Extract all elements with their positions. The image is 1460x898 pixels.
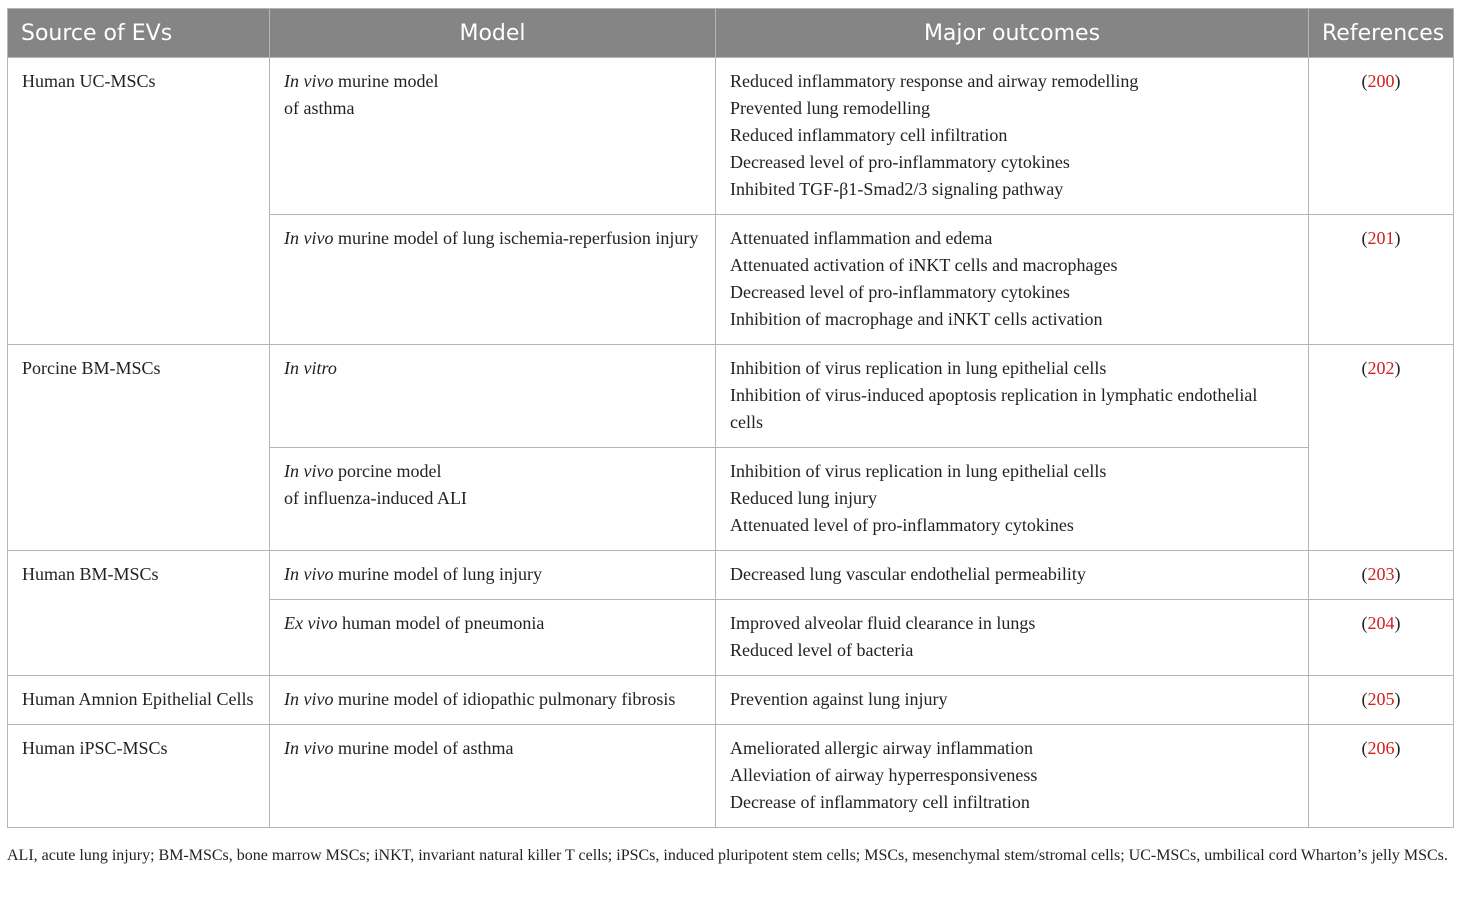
outcome-item: Decrease of inflammatory cell infiltration	[730, 792, 1030, 812]
paren: (	[1361, 689, 1368, 709]
header-row	[8, 9, 1454, 58]
cell-source	[8, 345, 270, 551]
model-italic: Ex vivo	[284, 613, 338, 633]
outcome-item: Inhibition of virus replication in lung epithelial cells	[730, 358, 1107, 378]
cell-reference	[1309, 600, 1454, 676]
model-text: human model of pneumonia	[337, 613, 545, 633]
outcome-item: Decreased level of pro-inflammatory cytokines	[730, 282, 1070, 302]
model-text: murine model of asthma	[333, 738, 514, 758]
cell-source	[8, 551, 270, 676]
outcome-item: Reduced inflammatory response and airway remodelling	[730, 71, 1139, 91]
outcome-item: Attenuated inflammation and edema	[730, 228, 993, 248]
cell-model	[270, 551, 716, 600]
outcome-item: Alleviation of airway hyperresponsiveness	[730, 765, 1038, 785]
table-row	[8, 345, 1454, 448]
cell-model	[270, 58, 716, 215]
model-italic: In vivo	[284, 689, 334, 709]
table-row	[8, 725, 1454, 828]
outcome-item: Ameliorated allergic airway inflammation	[730, 738, 1034, 758]
paren: )	[1394, 689, 1401, 709]
cell-model	[270, 600, 716, 676]
outcome-item: Reduced inflammatory cell infiltration	[730, 125, 1008, 145]
paren: (	[1361, 613, 1368, 633]
reference-link[interactable]: 206	[1367, 738, 1395, 758]
cell-outcomes	[716, 551, 1309, 600]
paren: )	[1394, 613, 1401, 633]
reference-link[interactable]: 205	[1367, 689, 1395, 709]
model-text: porcine model	[333, 461, 442, 481]
cell-reference	[1309, 58, 1454, 215]
model-text: of asthma	[284, 98, 355, 118]
outcome-item: Inhibition of virus replication in lung epithelial cells	[730, 461, 1107, 481]
model-italic: In vitro	[284, 358, 337, 378]
paren: (	[1361, 71, 1368, 91]
cell-reference	[1309, 725, 1454, 828]
table-row	[8, 58, 1454, 215]
outcome-item: Prevented lung remodelling	[730, 98, 930, 118]
model-text: murine model of idiopathic pulmonary fibrosis	[333, 689, 676, 709]
table-row	[8, 676, 1454, 725]
paren: )	[1394, 564, 1401, 584]
source-text: Porcine BM-MSCs	[22, 358, 161, 378]
reference-link[interactable]: 200	[1367, 71, 1395, 91]
cell-outcomes	[716, 448, 1309, 551]
outcome-item: Attenuated activation of iNKT cells and macrophages	[730, 255, 1118, 275]
outcome-item: Inhibition of macrophage and iNKT cells activation	[730, 309, 1103, 329]
paren: (	[1361, 564, 1368, 584]
cell-reference	[1309, 345, 1454, 551]
outcome-item: Inhibited TGF-β1-Smad2/3 signaling pathway	[730, 179, 1064, 199]
cell-source	[8, 58, 270, 345]
source-text: Human iPSC-MSCs	[22, 738, 168, 758]
outcome-item: Attenuated level of pro-inflammatory cytokines	[730, 515, 1074, 535]
outcome-item: Reduced level of bacteria	[730, 640, 914, 660]
reference-link[interactable]: 204	[1367, 613, 1395, 633]
header-references: References	[1309, 9, 1454, 58]
outcome-item: Improved alveolar fluid clearance in lungs	[730, 613, 1036, 633]
cell-model	[270, 676, 716, 725]
model-italic: In vivo	[284, 71, 334, 91]
cell-model	[270, 345, 716, 448]
cell-outcomes	[716, 676, 1309, 725]
model-line	[284, 458, 701, 485]
outcome-item: Prevention against lung injury	[730, 689, 948, 709]
header-outcomes: Major outcomes	[716, 9, 1309, 58]
cell-source	[8, 725, 270, 828]
cell-reference	[1309, 676, 1454, 725]
cell-model	[270, 448, 716, 551]
outcome-item: Decreased lung vascular endothelial permeability	[730, 564, 1086, 584]
outcome-item: Decreased level of pro-inflammatory cytokines	[730, 152, 1070, 172]
cell-model	[270, 725, 716, 828]
cell-outcomes	[716, 58, 1309, 215]
cell-reference	[1309, 215, 1454, 345]
cell-outcomes	[716, 345, 1309, 448]
reference-link[interactable]: 202	[1367, 358, 1395, 378]
source-text: Human Amnion Epithelial Cells	[22, 689, 254, 709]
paren: (	[1361, 738, 1368, 758]
model-italic: In vivo	[284, 228, 334, 248]
cell-outcomes	[716, 600, 1309, 676]
model-line	[284, 68, 701, 95]
cell-model	[270, 215, 716, 345]
header-model: Model	[270, 9, 716, 58]
paren: (	[1361, 358, 1368, 378]
data-table	[7, 8, 1454, 828]
model-text: murine model of lung injury	[333, 564, 542, 584]
model-italic: In vivo	[284, 564, 334, 584]
paren: (	[1361, 228, 1368, 248]
source-text: Human UC-MSCs	[22, 71, 156, 91]
model-italic: In vivo	[284, 461, 334, 481]
reference-link[interactable]: 201	[1367, 228, 1395, 248]
model-text: murine model	[333, 71, 439, 91]
source-text: Human BM-MSCs	[22, 564, 159, 584]
cell-reference	[1309, 551, 1454, 600]
outcome-item: Reduced lung injury	[730, 488, 877, 508]
model-italic: In vivo	[284, 738, 334, 758]
reference-link[interactable]: 203	[1367, 564, 1395, 584]
model-text: of influenza-induced ALI	[284, 488, 467, 508]
table-row	[8, 551, 1454, 600]
paren: )	[1394, 71, 1401, 91]
cell-outcomes	[716, 725, 1309, 828]
outcome-item: Inhibition of virus-induced apoptosis replication in lymphatic endothelial cells	[730, 385, 1258, 432]
paren: )	[1394, 228, 1401, 248]
table-footnote: ALI, acute lung injury; BM-MSCs, bone marrow MSCs; iNKT, invariant natural killer T cells; iPSCs, induced pluripotent stem cells; MSCs, mesenchymal stem/stromal cells; UC-MSCs, umbilical cord Wharton’s jelly MSCs.	[7, 847, 1448, 864]
model-text: murine model of lung ischemia-reperfusion injury	[333, 228, 699, 248]
header-source: Source of EVs	[8, 9, 270, 58]
paren: )	[1394, 738, 1401, 758]
cell-source	[8, 676, 270, 725]
paren: )	[1394, 358, 1401, 378]
cell-outcomes	[716, 215, 1309, 345]
